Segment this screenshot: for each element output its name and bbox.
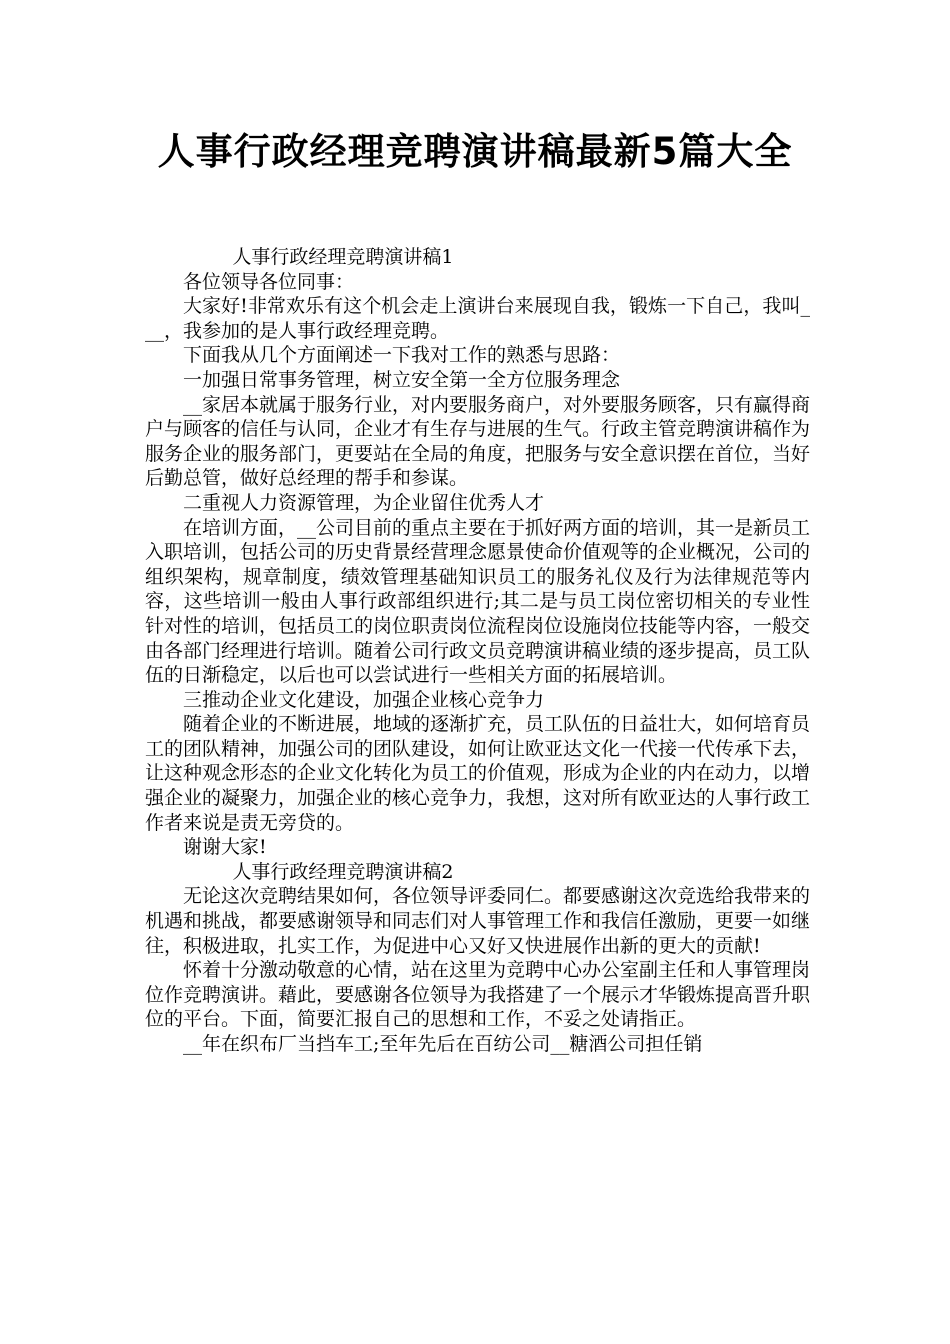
body-paragraph: 怀着十分激动敬意的心情，站在这里为竞聘中心办公室副主任和人事管理岗位作竞聘演讲。藉此，要感谢各位领导为我搭建了一个展示才华锻炼提高晋升职位的平台。下面，简要汇报自己的思想和工作，不妥之处请指正。 — [145, 959, 811, 1031]
document-body — [145, 245, 810, 1057]
body-paragraph: 在培训方面，__公司目前的重点主要在于抓好两方面的培训，其一是新员工入职培训，包括公司的历史背景经营理念愿景使命价值观等的企业概况，公司的组织架构，规章制度，绩效管理基础知识员工的服务礼仪及行为法律规范等内容，这些培训一般由人事行政部组织进行;其二是与员工岗位密切相关的专业性针对性的培训，包括员工的岗位职责岗位流程岗位设施岗位技能等内容，一般交由各部门经理进行培训。随着公司行政文员竞聘演讲稿业绩的逐步提高，员工队伍的日渐稳定，以后也可以尝试进行一些相关方面的拓展培训。 — [145, 516, 811, 687]
body-paragraph: __年在织布厂当挡车工;至年先后在百纺公司__糖酒公司担任销 — [183, 1033, 703, 1055]
body-paragraph: 一加强日常事务管理，树立安全第一全方位服务理念 — [183, 368, 621, 391]
body-paragraph: __家居本就属于服务行业，对内要服务商户，对外要服务顾客，只有赢得商户与顾客的信任与认同，企业才有生存与进展的生气。行政主管竞聘演讲稿作为服务企业的服务部门，更要站在全局的角度，把服务与安全意识摆在首位，当好后勤总管，做好总经理的帮手和参谋。 — [145, 393, 811, 490]
body-paragraph: 随着企业的不断进展，地域的逐渐扩充，员工队伍的日益壮大，如何培育员工的团队精神，加强公司的团队建设，如何让欧亚达文化一代接一代传承下去，让这种观念形态的企业文化转化为员工的价值观，形成为企业的内在动力，以增强企业的凝聚力，加强企业的核心竞争力，我想，这对所有欧亚达的人事行政工作者来说是责无旁贷的。 — [145, 713, 811, 834]
speech-heading: 人事行政经理竞聘演讲稿2 — [232, 860, 454, 883]
document-title: 人事行政经理竞聘演讲稿最新5篇大全 — [157, 130, 793, 173]
body-paragraph: 三推动企业文化建设，加强企业核心竞争力 — [183, 688, 545, 711]
body-paragraph: 下面我从几个方面阐述一下我对工作的熟悉与思路： — [183, 344, 621, 367]
body-paragraph: 谢谢大家! — [183, 836, 267, 859]
body-paragraph: 各位领导各位同事： — [183, 270, 355, 293]
body-paragraph: 二重视人力资源管理，为企业留住优秀人才 — [183, 491, 545, 514]
speech-heading: 人事行政经理竞聘演讲稿1 — [232, 246, 454, 268]
body-paragraph: 大家好!非常欢乐有这个机会走上演讲台来展现自我，锻炼一下自己，我叫___，我参加的是人事行政经理竞聘。 — [145, 295, 810, 342]
body-paragraph: 无论这次竞聘结果如何，各位领导评委同仁。都要感谢这次竞选给我带来的机遇和挑战，都要感谢领导和同志们对人事管理工作和我信任激励，更要一如继往，积极进取，扎实工作，为促进中心又好又快进展作出新的更大的贡献! — [145, 885, 811, 957]
